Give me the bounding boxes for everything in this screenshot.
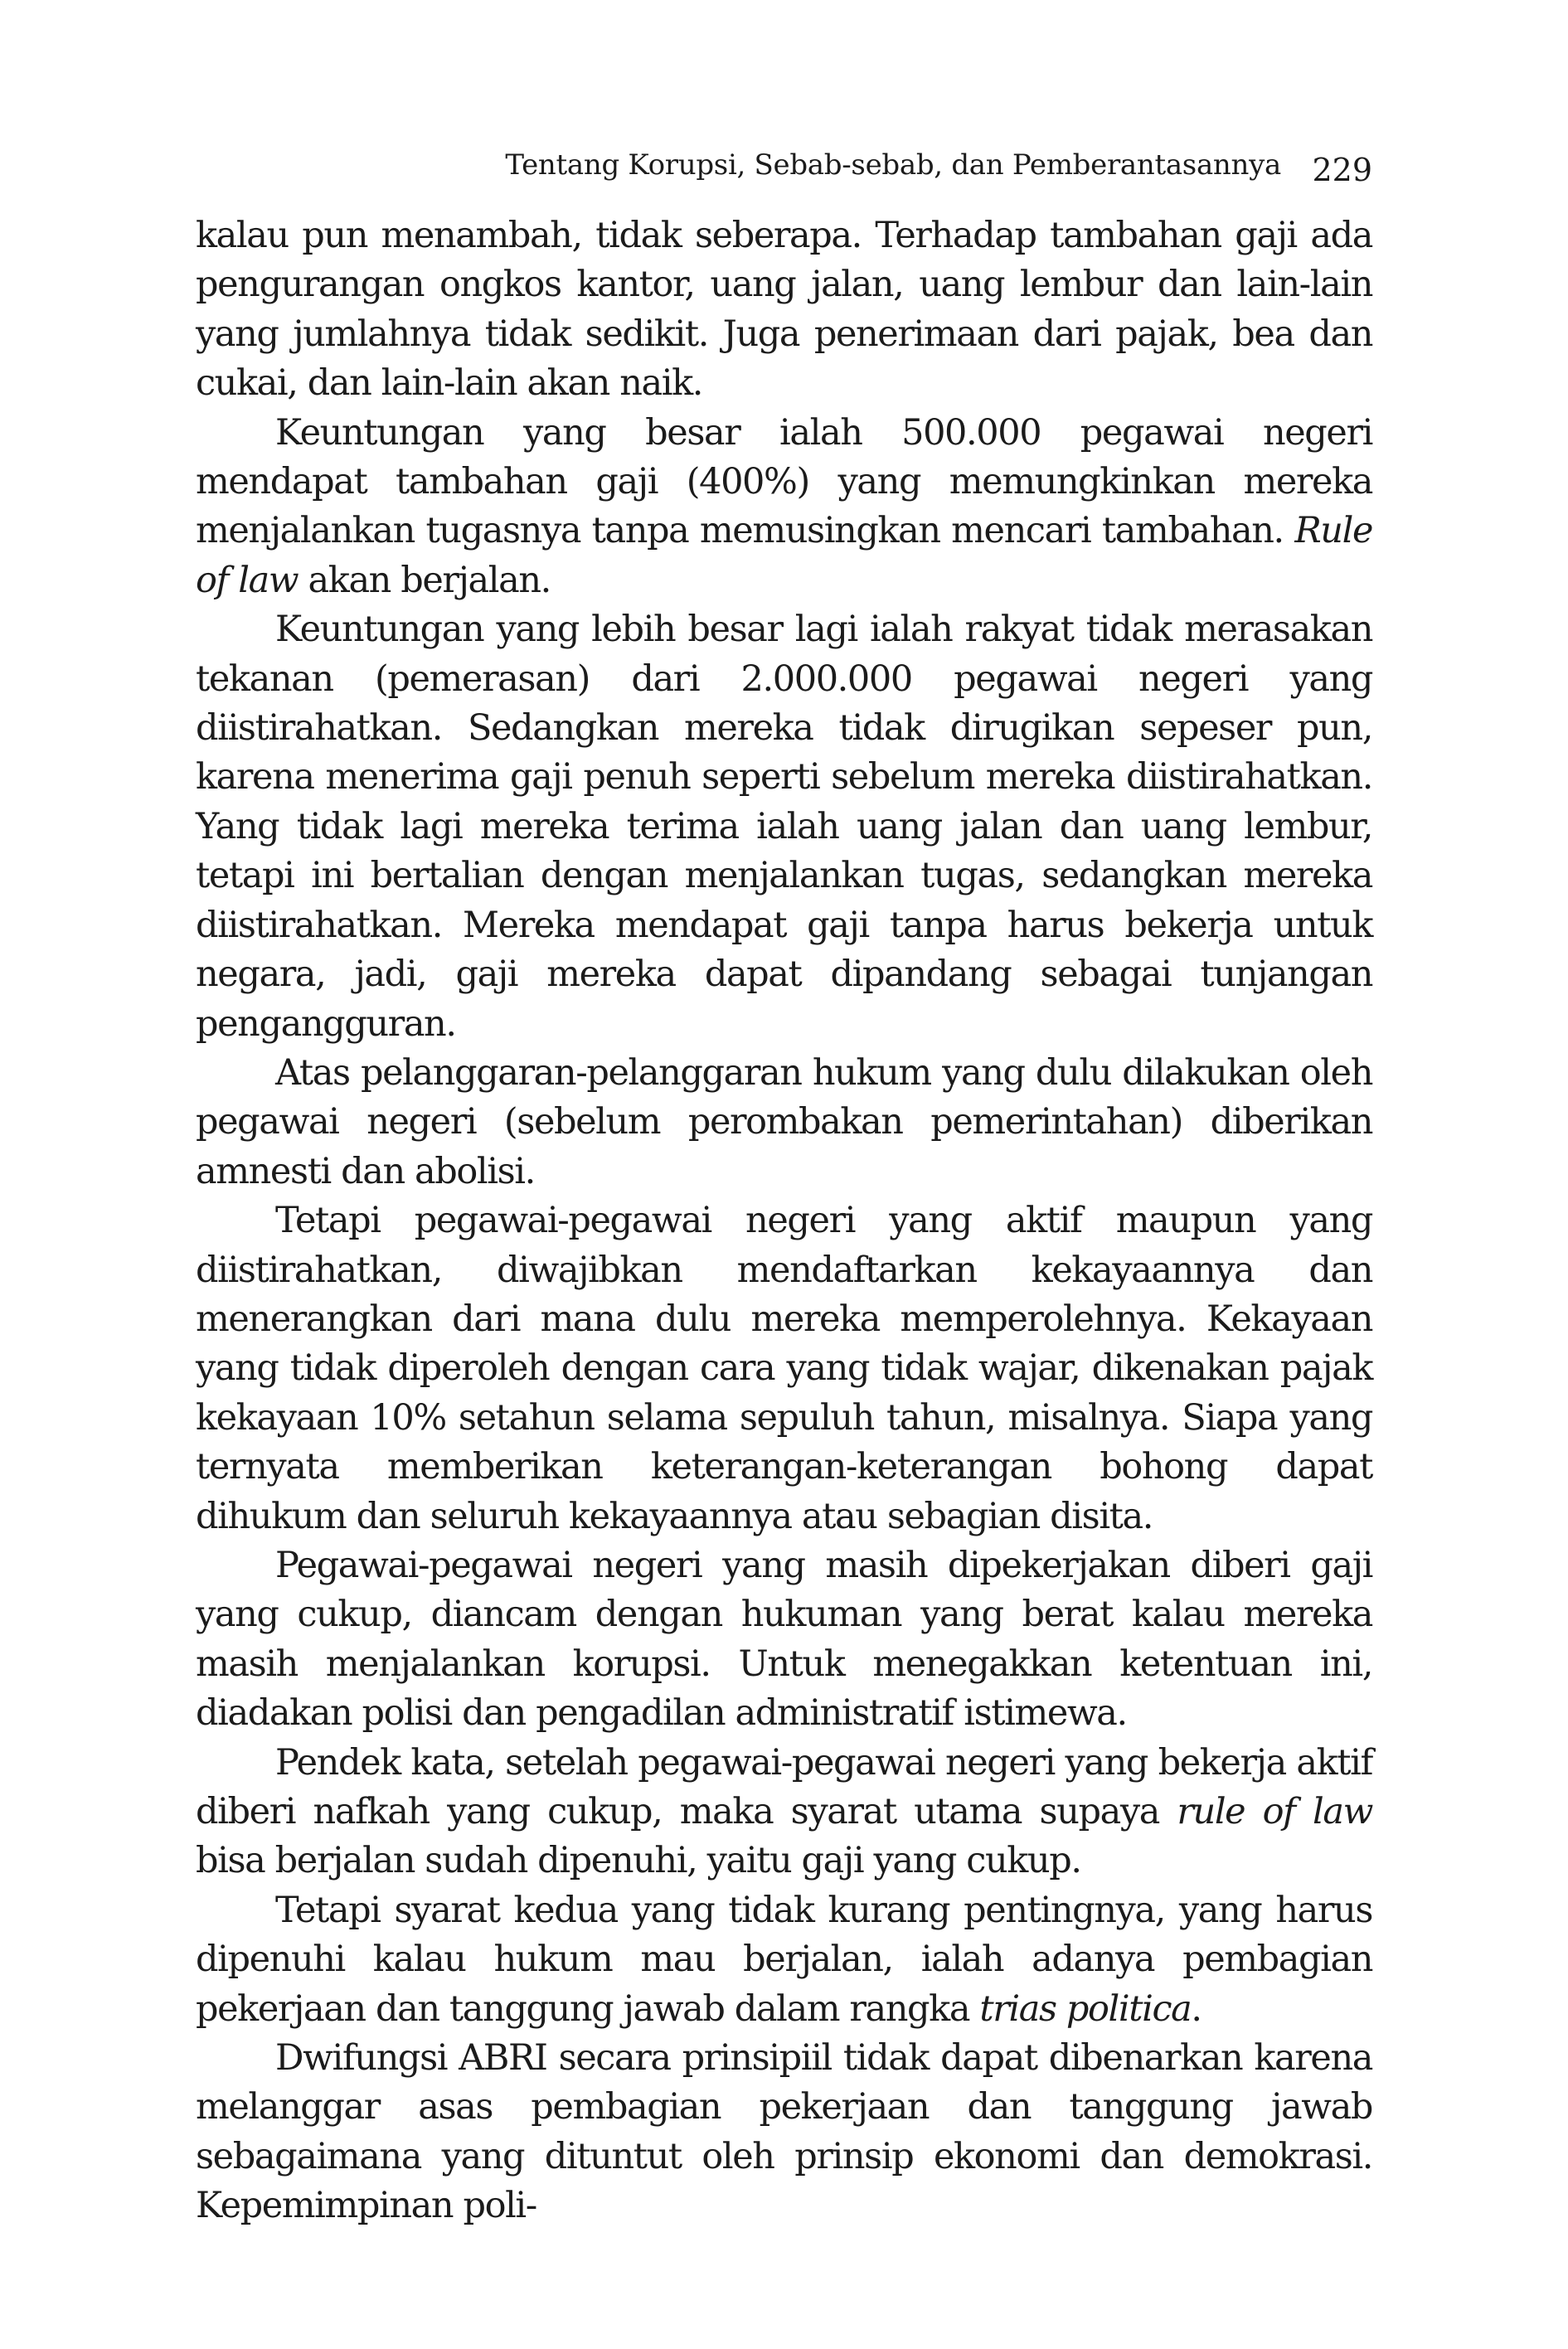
- paragraph: [196, 1541, 1372, 1739]
- text-run: akan berjalan.: [298, 559, 551, 601]
- body-text: [196, 211, 1372, 2231]
- paragraph: [196, 605, 1372, 1049]
- paragraph: [196, 1049, 1372, 1196]
- text-run: Keuntungan yang besar ialah 500.000 pegawai negeri mendapat tambahan gaji (400%) yang memungkinkan mereka menjalankan tugasnya tanpa memusingkan mencari tambahan.: [196, 411, 1372, 552]
- running-header: [196, 145, 1372, 195]
- text-run: Pendek kata, setelah pegawai-pegawai negeri yang bekerja aktif diberi nafkah yang cukup, maka syarat utama supaya: [196, 1741, 1372, 1832]
- text-run: kalau pun menambah, tidak seberapa. Terhadap tambahan gaji ada pengurangan ongkos kantor, uang jalan, uang lembur dan lain-lain yang jumlahnya tidak sedikit. Juga penerimaan dari pajak, bea dan cukai, dan lain-lain akan naik.: [196, 215, 1372, 405]
- italic-term: rule of law: [1177, 1791, 1372, 1832]
- text-run: Dwifungsi ABRI secara prinsipiil tidak dapat dibenarkan karena melanggar asas pembagian pekerjaan dan tanggung jawab sebagaimana yang dituntut oleh prinsip ekonomi dan demokrasi. Kepemimpinan poli-: [196, 2037, 1372, 2227]
- italic-term: Rule of law: [196, 510, 1372, 601]
- text-run: Keuntungan yang lebih besar lagi ialah rakyat tidak merasakan tekanan (pemerasan) dari 2.000.000 pegawai negeri yang diistirahatkan. Sedangkan mereka tidak dirugikan sepeser pun, karena menerima gaji penuh seperti sebelum mereka diistirahatkan. Yang tidak lagi mereka terima ialah uang jalan dan uang lembur, tetapi ini bertalian dengan menjalankan tugas, sedangkan mereka diistirahatkan. Mereka mendapat gaji tanpa harus bekerja untuk negara, jadi, gaji mereka dapat dipandang sebagai tunjangan pengangguran.: [196, 609, 1372, 1045]
- italic-term: trias politica: [979, 1987, 1192, 2030]
- paragraph-continuation: [196, 211, 1372, 409]
- text-run: bisa berjalan sudah dipenuhi, yaitu gaji yang cukup.: [196, 1840, 1081, 1882]
- page-number: 229: [1312, 152, 1372, 188]
- text-run: .: [1191, 1987, 1201, 2030]
- paragraph: [196, 1196, 1372, 1541]
- text-run: Tetapi syarat kedua yang tidak kurang pentingnya, yang harus dipenuhi kalau hukum mau berjalan, ialah adanya pembagian pekerjaan dan tanggung jawab dalam rangka: [196, 1889, 1372, 2030]
- text-run: Tetapi pegawai-pegawai negeri yang aktif maupun yang diistirahatkan, diwajibkan mendaftarkan kekayaannya dan menerangkan dari mana dulu mereka memperolehnya. Kekayaan yang tidak diperoleh dengan cara yang tidak wajar, dikenakan pajak kekayaan 10% setahun selama sepuluh tahun, misalnya. Siapa yang ternyata memberikan keterangan-keterangan bohong dapat dihukum dan seluruh kekayaannya atau sebagian disita.: [196, 1200, 1372, 1537]
- running-title: Tentang Korupsi, Sebab-sebab, dan Pemberantasannya: [505, 148, 1281, 182]
- paragraph: [196, 1886, 1372, 2034]
- text-run: Atas pelanggaran-pelanggaran hukum yang dulu dilakukan oleh pegawai negeri (sebelum perombakan pemerintahan) diberikan amnesti dan abolisi.: [196, 1051, 1372, 1192]
- paragraph: [196, 1739, 1372, 1886]
- paragraph: [196, 409, 1372, 606]
- paragraph: [196, 2034, 1372, 2231]
- text-run: Pegawai-pegawai negeri yang masih dipekerjakan diberi gaji yang cukup, diancam dengan hukuman yang berat kalau mereka masih menjalankan korupsi. Untuk menegakkan ketentuan ini, diadakan polisi dan pengadilan administratif istimewa.: [196, 1544, 1372, 1735]
